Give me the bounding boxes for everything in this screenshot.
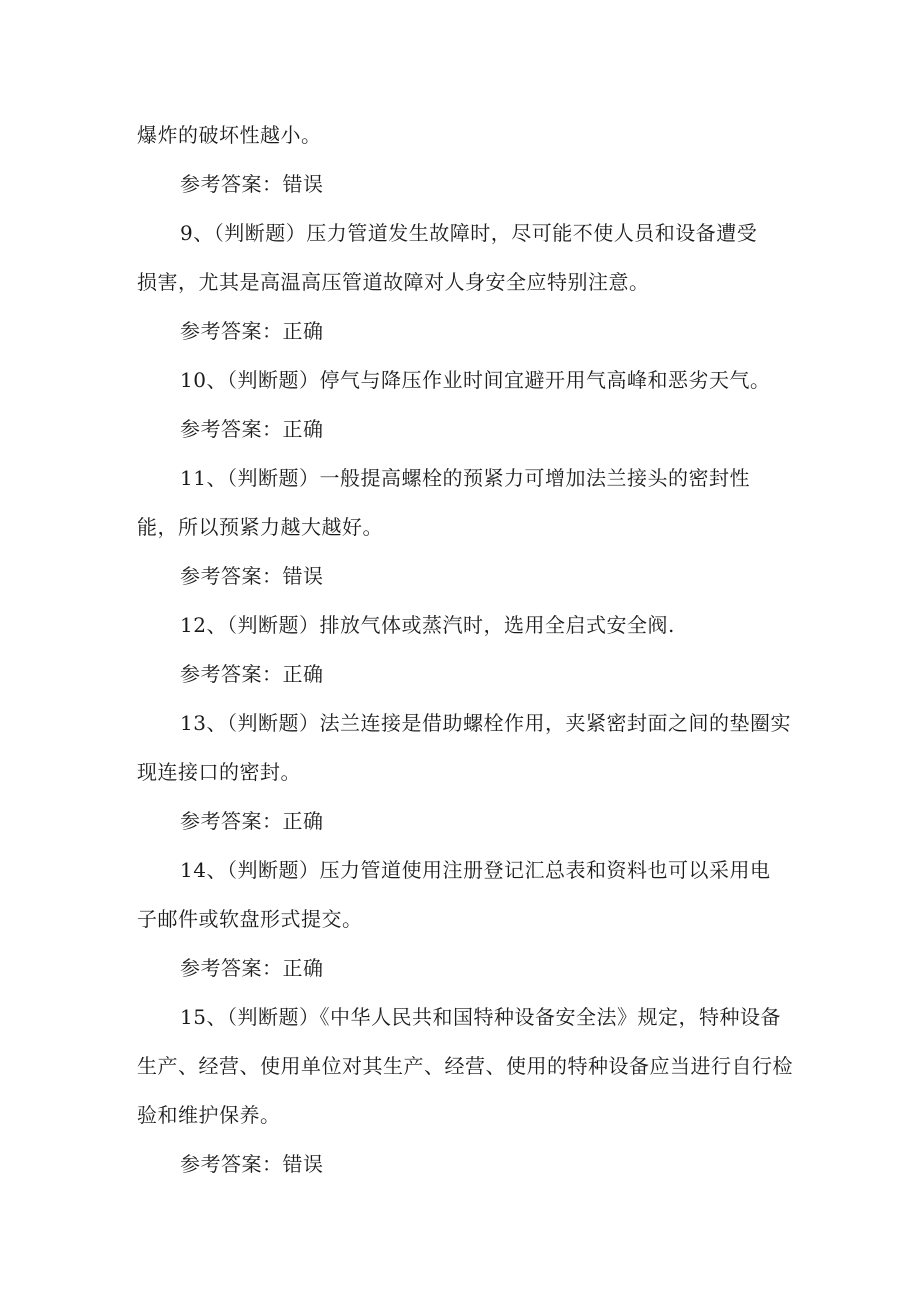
answer-value: 正确 [282,319,324,343]
question-9-line-1: 9、（判断题）压力管道发生故障时，尽可能不使人员和设备遭受 [180,221,758,245]
answer-label: 参考答案： [180,172,283,196]
answer-15 [180,1151,324,1177]
answer-label: 参考答案： [180,564,283,588]
answer-label: 参考答案： [180,319,283,343]
answer-10 [180,416,324,442]
answer-label: 参考答案： [180,809,283,833]
answer-value: 错误 [282,1152,324,1176]
answer-value: 错误 [282,564,324,588]
answer-9 [180,318,324,344]
question-8-continuation: 爆炸的破坏性越小。 [137,123,322,147]
question-15-line-1: 15、（判断题）《中华人民共和国特种设备安全法》规定，特种设备 [180,1005,781,1029]
answer-label: 参考答案： [180,1152,283,1176]
answer-value: 正确 [282,417,324,441]
answer-label: 参考答案： [180,956,283,980]
answer-label: 参考答案： [180,417,283,441]
question-11-line-1: 11、（判断题）一般提高螺栓的预紧力可增加法兰接头的密封性 [180,466,750,490]
answer-8 [180,171,324,197]
question-10-line-1: 10、（判断题）停气与降压作业时间宜避开用气高峰和恶劣天气。 [180,368,771,392]
question-15-line-3: 验和维护保养。 [137,1103,281,1127]
answer-13 [180,808,324,834]
question-12-line-1: 12、（判断题）排放气体或蒸汽时，选用全启式安全阀. [180,613,675,637]
answer-11 [180,563,324,589]
answer-value: 正确 [282,809,324,833]
question-9-line-2: 损害，尤其是高温高压管道故障对人身安全应特别注意。 [137,270,650,294]
question-13-line-1: 13、（判断题）法兰连接是借助螺栓作用，夹紧密封面之间的垫圈实 [180,711,791,735]
question-15-line-2: 生产、经营、使用单位对其生产、经营、使用的特种设备应当进行自行检 [137,1054,793,1078]
answer-value: 正确 [282,956,324,980]
answer-14 [180,955,324,981]
answer-label: 参考答案： [180,662,283,686]
question-14-line-1: 14、（判断题）压力管道使用注册登记汇总表和资料也可以采用电 [180,858,771,882]
answer-value: 正确 [282,662,324,686]
answer-value: 错误 [282,172,324,196]
answer-12 [180,661,324,687]
question-13-line-2: 现连接口的密封。 [137,760,301,784]
question-14-line-2: 子邮件或软盘形式提交。 [137,907,363,931]
question-11-line-2: 能，所以预紧力越大越好。 [137,515,383,539]
